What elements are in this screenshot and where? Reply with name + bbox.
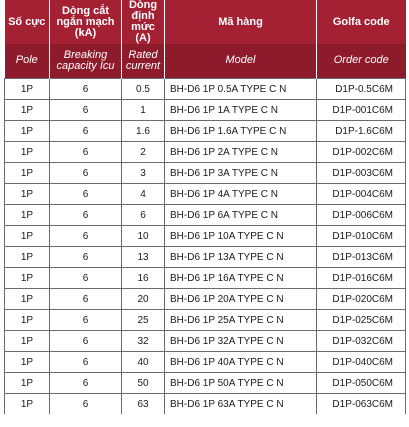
header-pole-vi: Số cực [5, 0, 50, 44]
product-table [4, 0, 406, 414]
cell-breaking-capacity: 6 [50, 142, 122, 163]
cell-pole: 1P [5, 121, 50, 142]
cell-rated-current: 25 [122, 310, 165, 331]
table-row [5, 352, 406, 373]
cell-pole: 1P [5, 79, 50, 100]
cell-breaking-capacity: 6 [50, 121, 122, 142]
cell-order-code: D1P-025C6M [317, 310, 406, 331]
cell-order-code: D1P-0.5C6M [317, 79, 406, 100]
table-row [5, 163, 406, 184]
cell-rated-current: 4 [122, 184, 165, 205]
cell-order-code: D1P-040C6M [317, 352, 406, 373]
header-model-en: Model [165, 44, 317, 79]
cell-model: BH-D6 1P 20A TYPE C N [165, 289, 317, 310]
cell-model: BH-D6 1P 3A TYPE C N [165, 163, 317, 184]
cell-model: BH-D6 1P 13A TYPE C N [165, 247, 317, 268]
table-row [5, 247, 406, 268]
cell-breaking-capacity: 6 [50, 373, 122, 394]
cell-pole: 1P [5, 394, 50, 415]
cell-model: BH-D6 1P 1.6A TYPE C N [165, 121, 317, 142]
cell-pole: 1P [5, 142, 50, 163]
cell-pole: 1P [5, 100, 50, 121]
cell-breaking-capacity: 6 [50, 331, 122, 352]
table-row [5, 79, 406, 100]
cell-breaking-capacity: 6 [50, 226, 122, 247]
cell-rated-current: 20 [122, 289, 165, 310]
cell-breaking-capacity: 6 [50, 205, 122, 226]
table-row [5, 373, 406, 394]
cell-order-code: D1P-013C6M [317, 247, 406, 268]
cell-pole: 1P [5, 184, 50, 205]
table-row [5, 331, 406, 352]
cell-order-code: D1P-016C6M [317, 268, 406, 289]
cell-model: BH-D6 1P 6A TYPE C N [165, 205, 317, 226]
header-rated-en: Rated current [122, 44, 165, 79]
header-breaking-en: Breaking capacity Icu [50, 44, 122, 79]
cell-order-code: D1P-032C6M [317, 331, 406, 352]
cell-pole: 1P [5, 331, 50, 352]
header-model-vi: Mã hàng [165, 0, 317, 44]
cell-model: BH-D6 1P 10A TYPE C N [165, 226, 317, 247]
cell-rated-current: 0.5 [122, 79, 165, 100]
cell-pole: 1P [5, 289, 50, 310]
cell-order-code: D1P-006C6M [317, 205, 406, 226]
cell-breaking-capacity: 6 [50, 79, 122, 100]
cell-pole: 1P [5, 373, 50, 394]
cell-rated-current: 6 [122, 205, 165, 226]
cell-breaking-capacity: 6 [50, 289, 122, 310]
cell-order-code: D1P-001C6M [317, 100, 406, 121]
cell-order-code: D1P-020C6M [317, 289, 406, 310]
cell-model: BH-D6 1P 1A TYPE C N [165, 100, 317, 121]
cell-order-code: D1P-004C6M [317, 184, 406, 205]
cell-model: BH-D6 1P 40A TYPE C N [165, 352, 317, 373]
cell-order-code: D1P-002C6M [317, 142, 406, 163]
cell-breaking-capacity: 6 [50, 310, 122, 331]
table-row [5, 394, 406, 415]
cell-rated-current: 2 [122, 142, 165, 163]
cell-rated-current: 3 [122, 163, 165, 184]
cell-model: BH-D6 1P 25A TYPE C N [165, 310, 317, 331]
cell-pole: 1P [5, 226, 50, 247]
cell-pole: 1P [5, 268, 50, 289]
cell-pole: 1P [5, 163, 50, 184]
cell-model: BH-D6 1P 50A TYPE C N [165, 373, 317, 394]
header-pole-en: Pole [5, 44, 50, 79]
cell-model: BH-D6 1P 2A TYPE C N [165, 142, 317, 163]
cell-pole: 1P [5, 205, 50, 226]
cell-pole: 1P [5, 310, 50, 331]
table-row [5, 100, 406, 121]
cell-model: BH-D6 1P 32A TYPE C N [165, 331, 317, 352]
cell-model: BH-D6 1P 0.5A TYPE C N [165, 79, 317, 100]
cell-order-code: D1P-050C6M [317, 373, 406, 394]
cell-rated-current: 1 [122, 100, 165, 121]
table-row [5, 289, 406, 310]
table-body [5, 79, 406, 415]
cell-breaking-capacity: 6 [50, 163, 122, 184]
cell-breaking-capacity: 6 [50, 247, 122, 268]
table-header [5, 0, 406, 79]
header-rated-vi: Dòng định mức (A) [122, 0, 165, 44]
header-row-english [5, 44, 406, 79]
cell-model: BH-D6 1P 16A TYPE C N [165, 268, 317, 289]
header-row-vietnamese [5, 0, 406, 44]
table-row [5, 310, 406, 331]
header-code-en: Order code [317, 44, 406, 79]
header-code-vi: Golfa code [317, 0, 406, 44]
cell-breaking-capacity: 6 [50, 268, 122, 289]
header-breaking-vi: Dòng cắt ngắn mạch (kA) [50, 0, 122, 44]
table-row [5, 205, 406, 226]
cell-rated-current: 1.6 [122, 121, 165, 142]
cell-rated-current: 50 [122, 373, 165, 394]
cell-breaking-capacity: 6 [50, 352, 122, 373]
table-row [5, 184, 406, 205]
cell-rated-current: 16 [122, 268, 165, 289]
cell-order-code: D1P-003C6M [317, 163, 406, 184]
cell-breaking-capacity: 6 [50, 394, 122, 415]
cell-pole: 1P [5, 247, 50, 268]
cell-model: BH-D6 1P 63A TYPE C N [165, 394, 317, 415]
cell-order-code: D1P-1.6C6M [317, 121, 406, 142]
cell-rated-current: 63 [122, 394, 165, 415]
cell-rated-current: 13 [122, 247, 165, 268]
cell-breaking-capacity: 6 [50, 184, 122, 205]
cell-breaking-capacity: 6 [50, 100, 122, 121]
cell-rated-current: 32 [122, 331, 165, 352]
table-row [5, 226, 406, 247]
cell-pole: 1P [5, 352, 50, 373]
cell-model: BH-D6 1P 4A TYPE C N [165, 184, 317, 205]
table-row [5, 142, 406, 163]
cell-rated-current: 40 [122, 352, 165, 373]
table-row [5, 121, 406, 142]
table-row [5, 268, 406, 289]
cell-order-code: D1P-010C6M [317, 226, 406, 247]
cell-order-code: D1P-063C6M [317, 394, 406, 415]
cell-rated-current: 10 [122, 226, 165, 247]
